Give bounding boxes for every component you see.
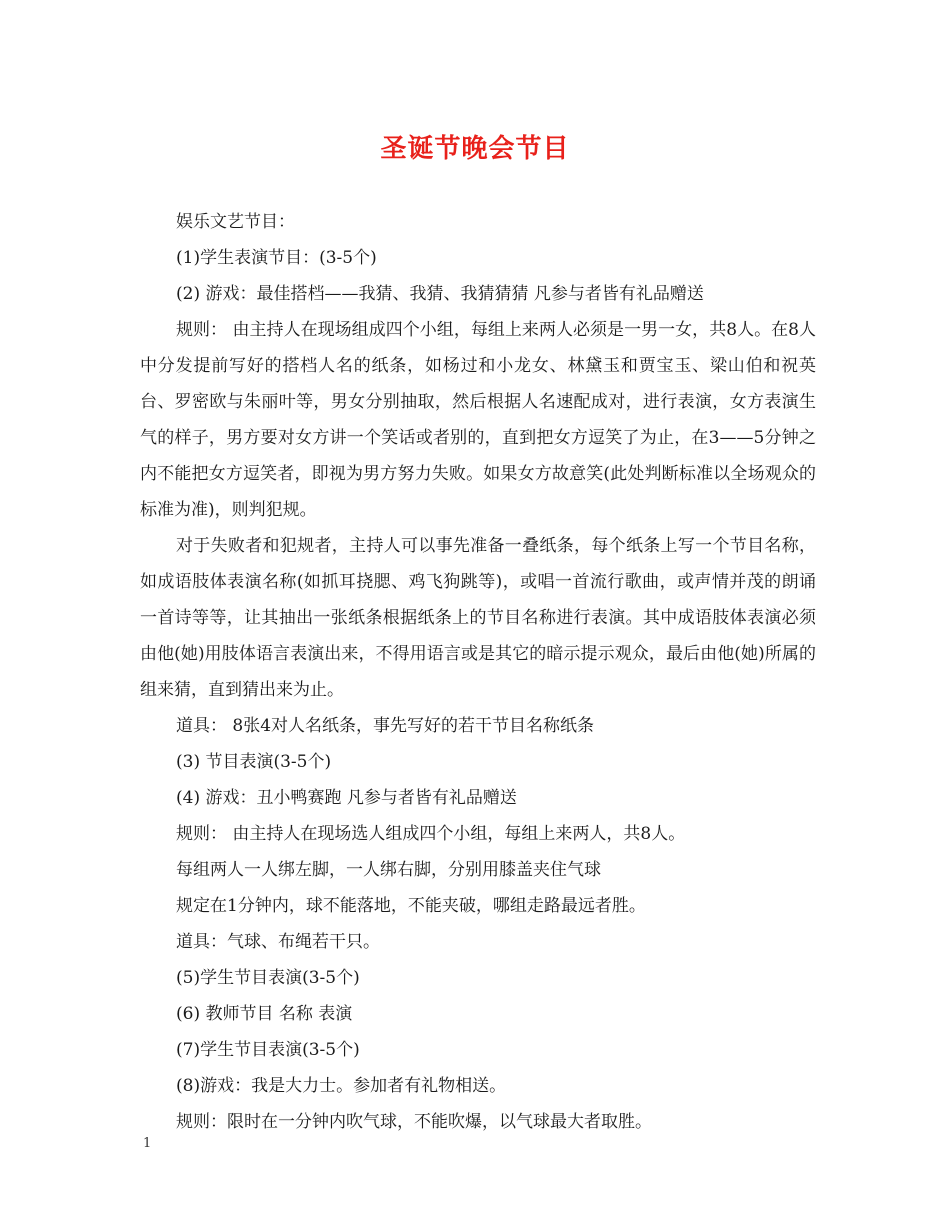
paragraph: (8)游戏：我是大力士。参加者有礼物相送。 [176, 1076, 507, 1096]
paragraph: 对于失败者和犯规者，主持人可以事先准备一叠纸条，每个纸条上写一个节目名称，如成语肢体表演名称(如抓耳挠腮、鸡飞狗跳等)，或唱一首流行歌曲，或声情并茂的朗诵一首诗等等，让其抽出一张纸条根据纸条上的节目名称进行表演。其中成语肢体表演必须由他(她)用肢体语言表演出来，不得用语言或是其它的暗示提示观众，最后由他(她)所属的组来猜，直到猜出来为止。 [140, 536, 816, 700]
paragraph: 每组两人一人绑左脚，一人绑右脚，分别用膝盖夹住气球 [176, 860, 601, 880]
paragraph: 规则： 由主持人在现场选人组成四个小组，每组上来两人，共8人。 [176, 824, 686, 844]
paragraph: (4) 游戏：丑小鸭赛跑 凡参与者皆有礼品赠送 [176, 788, 517, 808]
paragraph: (2) 游戏：最佳搭档——我猜、我猜、我猜猜猜 凡参与者皆有礼品赠送 [176, 284, 704, 304]
paragraph: 规定在1分钟内，球不能落地，不能夹破，哪组走路最远者胜。 [176, 896, 646, 916]
paragraph: (7)学生节目表演(3-5个) [176, 1040, 360, 1060]
paragraph: 规则： 由主持人在现场组成四个小组，每组上来两人必须是一男一女，共8人。在8人中分发提前写好的搭档人名的纸条，如杨过和小龙女、林黛玉和贾宝玉、梁山伯和祝英台、罗密欧与朱丽叶等，男女分别抽取，然后根据人名速配成对，进行表演，女方表演生气的样子，男方要对女方讲一个笑话或者别的，直到把女方逗笑了为止，在3——5分钟之内不能把女方逗笑者，即视为男方努力失败。如果女方故意笑(此处判断标准以全场观众的标准为准)，则判犯规。 [140, 320, 816, 520]
paragraph: (6) 教师节目 名称 表演 [176, 1004, 353, 1024]
paragraph: 道具：气球、布绳若干只。 [176, 932, 380, 952]
paragraph: 道具： 8张4对人名纸条，事先写好的若干节目名称纸条 [176, 716, 595, 736]
paragraph: (5)学生节目表演(3-5个) [176, 968, 360, 988]
page-number: 1 [143, 1136, 152, 1151]
paragraph: 规则：限时在一分钟内吹气球，不能吹爆，以气球最大者取胜。 [176, 1112, 652, 1132]
paragraph: (1)学生表演节目：(3-5个) [176, 248, 377, 268]
document-body [140, 204, 816, 1140]
paragraph: (3) 节目表演(3-5个) [176, 752, 332, 772]
paragraph: 娱乐文艺节目： [176, 212, 295, 232]
page-title: 圣诞节晚会节目 [380, 134, 570, 164]
